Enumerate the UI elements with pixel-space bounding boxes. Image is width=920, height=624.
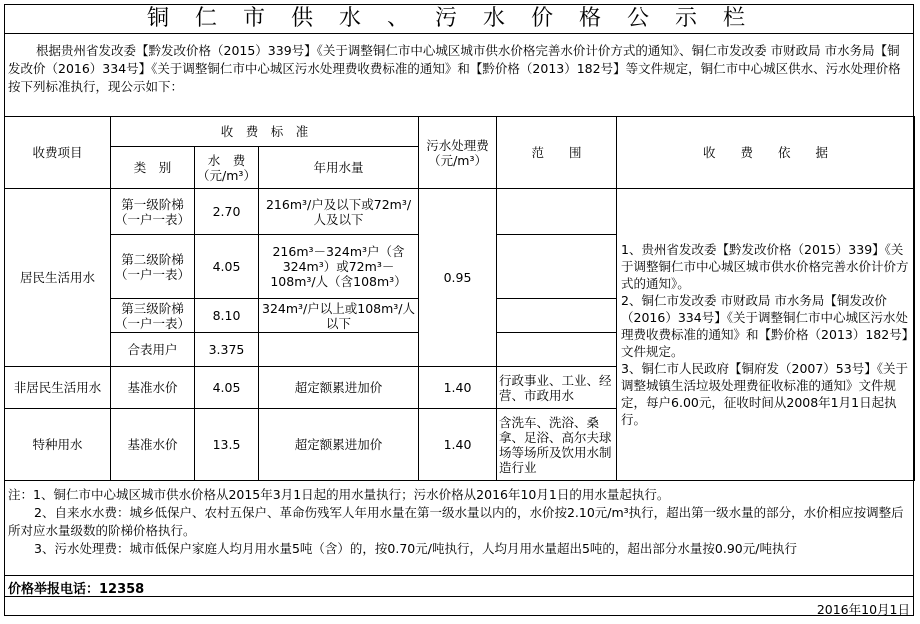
price-table <box>4 116 915 481</box>
basis-cell <box>617 189 915 481</box>
note-item: 2、自来水水费：城乡低保户、农村五保户、革命伤残军人年用水量在第一级水量以内的，水价按2.10元/m³执行，超出第一级水量的部分，水价相应按调整后所对应水量级数的阶梯价格执行。 <box>8 505 904 538</box>
page-title: 铜仁市供水、污水价格公示栏 <box>4 4 914 34</box>
header-scope: 范 围 <box>497 117 617 189</box>
divider <box>4 596 914 597</box>
header-sewage-fee: 污水处理费（元/m³） <box>419 117 497 189</box>
special-fee: 13.5 <box>195 409 259 481</box>
tier-usage <box>259 333 419 367</box>
intro-paragraph: 根据贵州省发改委【黔发改价格（2015）339号】《关于调整铜仁市中心城区城市供水价格完善水价计价方式的通知》、铜仁市发改委 市财政局 市水务局【铜发改价（2016）334号】《关于调整铜仁市中心城区污水处理费收费标准的通知》和【黔价格（2013）182号】等文件规定，铜仁市中心城区供水、污水处理价格按下列标准执行，现公示如下： <box>8 43 901 94</box>
basis-item: 3、铜仁市人民政府【铜府发（2007）53号】《关于调整城镇生活垃圾处理费征收标准的通知》文件规定，每户6.00元，征收时间从2008年1月1日起执行。 <box>621 361 908 427</box>
scope-empty <box>497 333 617 367</box>
header-water-fee: 水 费（元/m³） <box>195 147 259 189</box>
row-label-residential: 居民生活用水 <box>5 189 111 367</box>
tier-category: 合表用户 <box>111 333 195 367</box>
tier-usage: 216m³/户及以下或72m³/人及以下 <box>259 189 419 235</box>
header-annual-usage: 年用水量 <box>259 147 419 189</box>
basis-item: 1、贵州省发改委【黔发改价格（2015）339】《关于调整铜仁市中心城区城市供水价格完善水价计价方式的通知》。 <box>621 242 909 291</box>
price-hotline: 价格举报电话：12358 <box>8 582 145 597</box>
tier-fee: 2.70 <box>195 189 259 235</box>
tier-usage: 324m³/户以上或108m³/人以下 <box>259 299 419 333</box>
tier-category: 第三级阶梯（一户一表） <box>111 299 195 333</box>
residential-sewage-fee: 0.95 <box>419 189 497 367</box>
tier-fee: 4.05 <box>195 235 259 299</box>
note-item: 注：1、铜仁市中心城区城市供水价格从2015年3月1日起的用水量执行；污水价格从2016年10月1日的用水量起执行。 <box>8 487 670 502</box>
non-residential-scope: 行政事业、工业、经营、市政用水 <box>497 367 617 409</box>
notes <box>8 486 912 558</box>
non-residential-category: 基准水价 <box>111 367 195 409</box>
special-category: 基准水价 <box>111 409 195 481</box>
scope-empty <box>497 235 617 299</box>
tier-fee: 3.375 <box>195 333 259 367</box>
tier-category: 第一级阶梯（一户一表） <box>111 189 195 235</box>
scope-empty <box>497 299 617 333</box>
header-category: 类 别 <box>111 147 195 189</box>
tier-fee: 8.10 <box>195 299 259 333</box>
header-standard: 收 费 标 准 <box>111 117 419 147</box>
non-residential-fee: 4.05 <box>195 367 259 409</box>
header-basis: 收 费 依 据 <box>617 117 915 189</box>
special-usage: 超定额累进加价 <box>259 409 419 481</box>
row-label-non-residential: 非居民生活用水 <box>5 367 111 409</box>
header-item: 收费项目 <box>5 117 111 189</box>
tier-category: 第二级阶梯（一户一表） <box>111 235 195 299</box>
scope-empty <box>497 189 617 235</box>
non-residential-sewage-fee: 1.40 <box>419 367 497 409</box>
row-label-special: 特种用水 <box>5 409 111 481</box>
divider <box>4 575 914 576</box>
special-sewage-fee: 1.40 <box>419 409 497 481</box>
basis-item: 2、铜仁市发改委 市财政局 市水务局【铜发改价（2016）334号】《关于调整铜仁市中心城区污水处理费收费标准的通知》和【黔价格（2013）182号】文件规定。 <box>621 293 908 359</box>
non-residential-usage: 超定额累进加价 <box>259 367 419 409</box>
notice-date: 2016年10月1日 <box>816 602 910 617</box>
special-scope: 含洗车、洗浴、桑拿、足浴、高尔夫球场等场所及饮用水制造行业 <box>497 409 617 481</box>
tier-usage: 216m³－324m³户（含324m³）或72m³－108m³/人（含108m³） <box>259 235 419 299</box>
note-item: 3、污水处理费：城市低保户家庭人均月用水量5吨（含）的，按0.70元/吨执行，人均月用水量超出5吨的，超出部分水量按0.90元/吨执行 <box>34 541 797 556</box>
